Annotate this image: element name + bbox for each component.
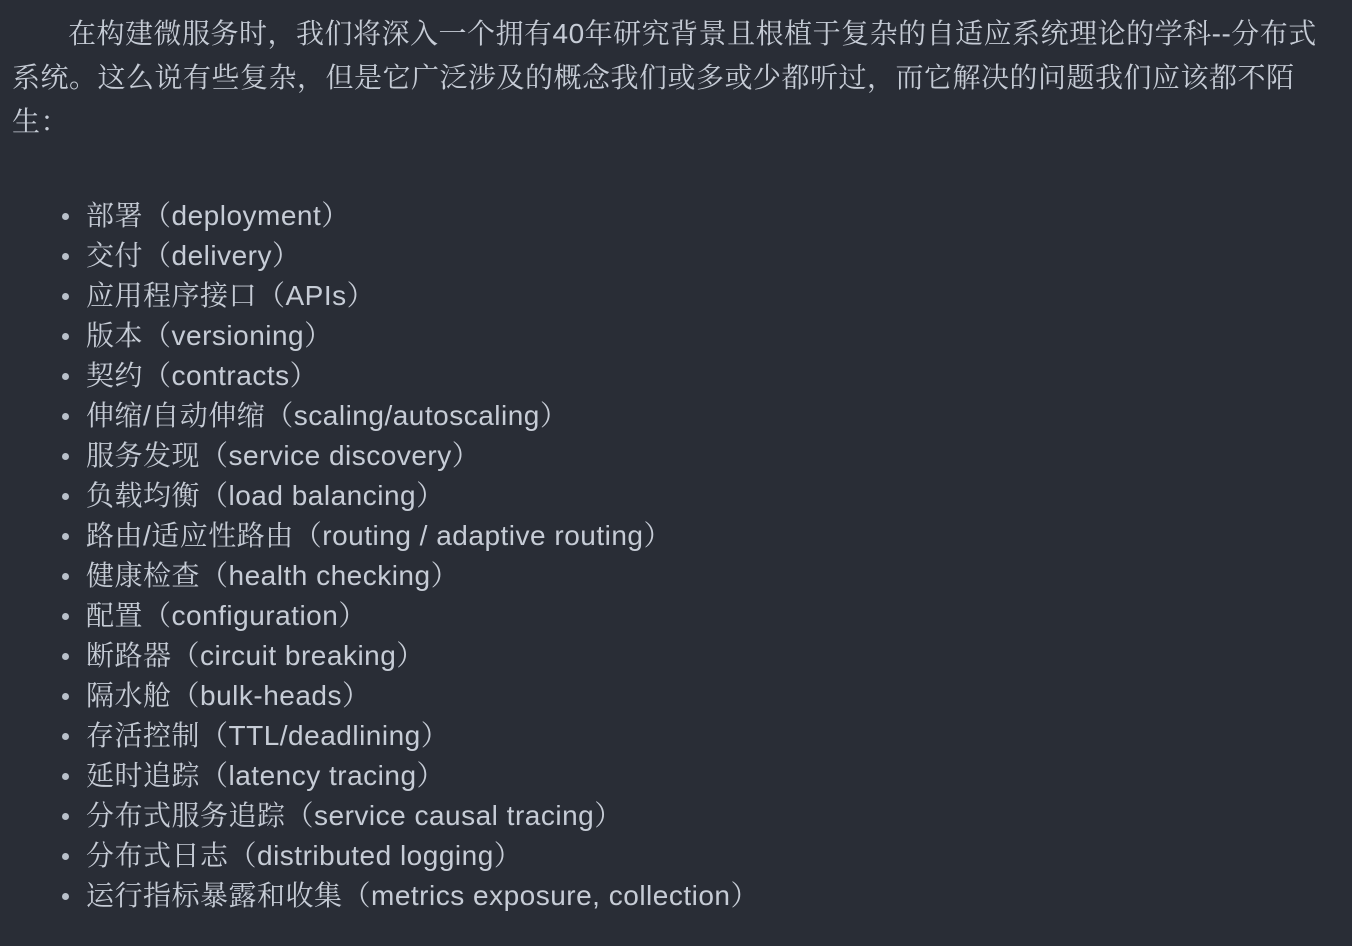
- concept-list: [12, 196, 1340, 916]
- list-item: 契约（contracts）: [86, 356, 1340, 396]
- list-item: 分布式服务追踪（service causal tracing）: [86, 796, 1340, 836]
- list-item: 存活控制（TTL/deadlining）: [86, 716, 1340, 756]
- list-item: 交付（delivery）: [86, 236, 1340, 276]
- list-item: 运行指标暴露和收集（metrics exposure, collection）: [86, 876, 1340, 916]
- list-item: 路由/适应性路由（routing / adaptive routing）: [86, 516, 1340, 556]
- list-item: 分布式日志（distributed logging）: [86, 836, 1340, 876]
- list-item: 配置（configuration）: [86, 596, 1340, 636]
- list-item: 部署（deployment）: [86, 196, 1340, 236]
- list-item: 服务发现（service discovery）: [86, 436, 1340, 476]
- list-item: 延时追踪（latency tracing）: [86, 756, 1340, 796]
- list-item: 应用程序接口（APIs）: [86, 276, 1340, 316]
- list-item: 伸缩/自动伸缩（scaling/autoscaling）: [86, 396, 1340, 436]
- list-item: 版本（versioning）: [86, 316, 1340, 356]
- intro-paragraph: 在构建微服务时，我们将深入一个拥有40年研究背景且根植于复杂的自适应系统理论的学科--分布式系统。这么说有些复杂，但是它广泛涉及的概念我们或多或少都听过，而它解决的问题我们应该都不陌生：: [12, 18, 1317, 137]
- list-item: 健康检查（health checking）: [86, 556, 1340, 596]
- list-item: 隔水舱（bulk-heads）: [86, 676, 1340, 716]
- list-item: 负载均衡（load balancing）: [86, 476, 1340, 516]
- list-item: 断路器（circuit breaking）: [86, 636, 1340, 676]
